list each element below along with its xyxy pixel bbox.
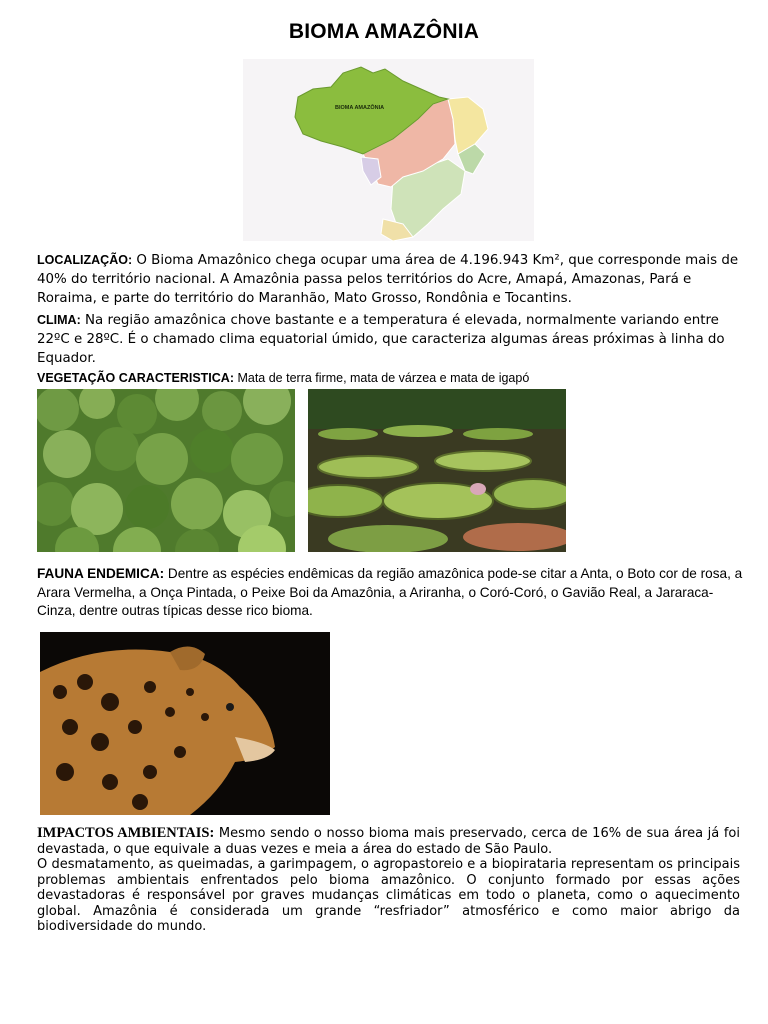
impactos-text-1: Mesmo sendo o nosso bioma mais preservado, cerca de 16% de sua área já foi devastada, o que equivale a duas vezes e meia a área do estado de São Paulo.: [37, 826, 740, 857]
localizacao-paragraph: [37, 251, 739, 308]
impactos-paragraph: [37, 826, 740, 935]
impactos-label: IMPACTOS AMBIENTAIS:: [37, 825, 215, 841]
localizacao-label: LOCALIZAÇÃO:: [37, 253, 133, 267]
brazil-biome-map: [243, 59, 534, 241]
vegetacao-label: VEGETAÇÃO CARACTERISTICA:: [37, 371, 234, 385]
vegetacao-line: [37, 371, 529, 385]
water-lily-photo: [308, 389, 566, 552]
vegetacao-text: Mata de terra firme, mata de várzea e mata de igapó: [234, 371, 530, 385]
clima-text: Na região amazônica chove bastante e a temperatura é elevada, normalmente variando entre 22ºC e 28ºC. É o chamado clima equatorial úmido, que caracteriza algumas áreas próximas à linha do Equador.: [37, 313, 725, 366]
fauna-text: Dentre as espécies endêmicas da região amazônica pode-se citar a Anta, o Boto cor de rosa, a Arara Vermelha, a Onça Pintada, o Peixe Boi da Amazônia, a Ariranha, o Coró-Coró, o Gavião Real, a Jararaca-Cinza, dentre outras típicas desse rico bioma.: [37, 566, 743, 618]
page-title: BIOMA AMAZÔNIA: [288, 20, 480, 43]
impactos-text-2: O desmatamento, as queimadas, a garimpagem, o agropastoreio e a biopirataria representam os principais problemas ambientais enfrentados pelo bioma amazônico. O conjunto formado por essas ações devastadoras é responsável por graves mudanças climáticas em todo o planeta, como o aquecimento global. Amazônia é considerada um grande “resfriador” atmosférico e como maior abrigo da biodiversidade do mundo.: [37, 857, 740, 934]
map-label: BIOMA AMAZÔNIA: [335, 105, 385, 111]
forest-canopy-photo: [37, 389, 295, 552]
brazil-map-svg: [243, 59, 534, 241]
fauna-paragraph: [37, 565, 747, 621]
clima-paragraph: [37, 311, 739, 368]
fauna-label: FAUNA ENDEMICA:: [37, 566, 165, 581]
jaguar-photo: [40, 632, 330, 815]
localizacao-text: O Bioma Amazônico chega ocupar uma área de 4.196.943 Km², que corresponde mais de 40% do território nacional. A Amazônia passa pelos territórios do Acre, Amapá, Amazonas, Pará e Roraima, e parte do território do Maranhão, Mato Grosso, Rondônia e Tocantins.: [37, 253, 739, 306]
clima-label: CLIMA:: [37, 313, 81, 327]
